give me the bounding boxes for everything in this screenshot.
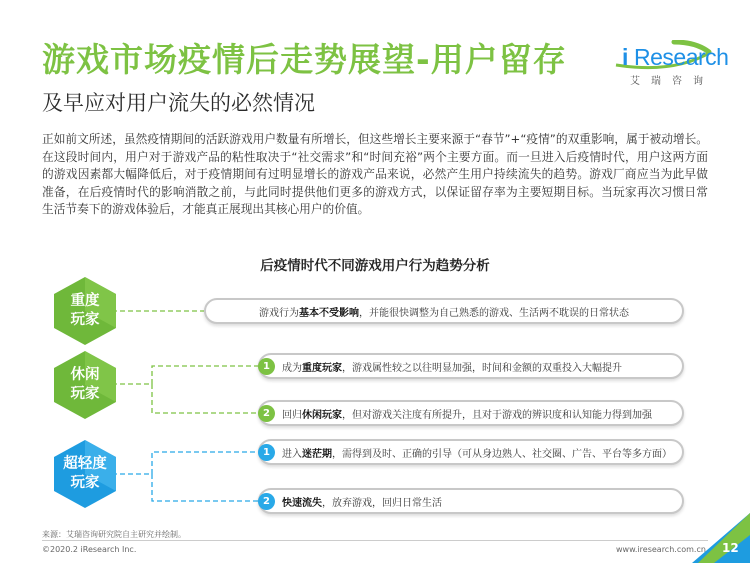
hex-label-light: 超轻度 玩家 <box>63 456 107 491</box>
page-title: 游戏市场疫情后走势展望-用户留存 <box>42 40 567 79</box>
hex-casual-player <box>50 350 120 420</box>
hex-heavy-player <box>50 276 120 346</box>
number-badge: 1 <box>258 444 275 461</box>
connector-casual-2 <box>152 384 258 413</box>
connector-light-2 <box>152 474 258 501</box>
page-number: 12 <box>722 541 739 555</box>
hex-label-casual: 休闲 玩家 <box>70 367 100 402</box>
behavior-row-light-2: 2 快速流失 ，放弃游戏，回归日常生活 <box>258 488 684 514</box>
behavior-row-heavy: 游戏行为 基本不受影响 ，并能很快调整为自己熟悉的游戏、生活两不耽误的日常状态 <box>204 298 684 324</box>
connector-casual-1 <box>112 366 258 384</box>
logo-chinese: 艾瑞咨询 <box>630 76 714 87</box>
website-url: www.iresearch.com.cn <box>616 545 706 554</box>
footer-divider <box>42 540 708 541</box>
logo-i: i <box>622 44 629 70</box>
behavior-row-casual-1: 1 成为 重度玩家 ，游戏属性较之以往明显加强，时间和金额的双重投入大幅提升 <box>258 353 684 379</box>
number-badge: 2 <box>258 493 275 510</box>
chart-title: 后疫情时代不同游戏用户行为趋势分析 <box>260 258 490 274</box>
corner-decoration <box>692 513 750 563</box>
behavior-row-casual-2: 2 回归 休闲玩家 ，但对游戏关注度有所提升，且对于游戏的辨识度和认知能力得到加强 <box>258 400 684 426</box>
number-badge: 2 <box>258 405 275 422</box>
source-note: 来源：艾瑞咨询研究院自主研究并绘制。 <box>42 530 186 539</box>
hex-label-heavy: 重度 玩家 <box>70 293 100 328</box>
iresearch-logo <box>614 40 729 88</box>
logo-wordmark: Research <box>634 44 729 70</box>
intro-paragraph: 正如前文所述，虽然疫情期间的活跃游戏用户数量有所增长，但这些增长主要来源于“春节”+“疫情”的双重影响，属于被动增长。在这段时间内，用户对于游戏产品的粘性取决于“社交需求”和“时间充裕”两个主要方面。而一旦进入后疫情时代，用户这两方面的游戏因素都大幅降低后，对于疫情期间有过明显增长的游戏产品来说，必然产生用户持续流失的趋势。游戏厂商应当为此早做准备，在后疫情时代的影响消散之前，与此同时提供他们更多的游戏方式，以保证留存率为主要短期目标。当玩家再次习惯日常生活节奏下的游戏体验后，才能真正展现出其核心用户的价值。 <box>42 132 708 216</box>
page-subtitle: 及早应对用户流失的必然情况 <box>42 91 315 115</box>
copyright: ©2020.2 iResearch Inc. <box>42 545 137 554</box>
hex-light-player <box>50 439 120 509</box>
behavior-row-light-1: 1 进入 迷茫期 ，需得到及时、正确的引导（可从身边熟人、社交圈、广告、平台等多方面） <box>258 439 684 465</box>
number-badge: 1 <box>258 358 275 375</box>
connector-light-1 <box>112 452 258 474</box>
